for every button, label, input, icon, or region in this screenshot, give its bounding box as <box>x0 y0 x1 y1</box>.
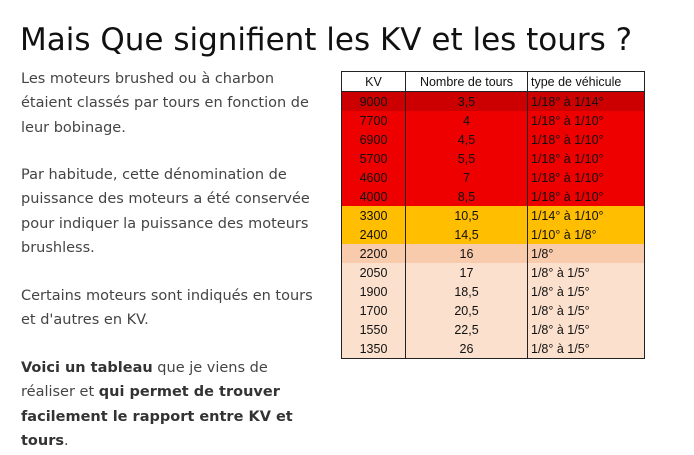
cell-tours: 4,5 <box>406 130 528 149</box>
table-row <box>342 187 645 206</box>
cell-tours: 7 <box>406 168 528 187</box>
bold-text-table: Voici un tableau <box>21 360 153 376</box>
cell-kv: 1900 <box>342 282 406 301</box>
text-period: . <box>64 432 69 449</box>
cell-vehicule: 1/18° à 1/10° <box>528 168 645 187</box>
header-nombre-de-tours: Nombre de tours <box>406 72 528 92</box>
kv-tours-table <box>341 71 645 359</box>
cell-vehicule: 1/18° à 1/10° <box>528 149 645 168</box>
header-kv: KV <box>342 72 406 92</box>
cell-vehicule: 1/8° à 1/5° <box>528 282 645 301</box>
table-row <box>342 206 645 225</box>
table-header-row <box>342 72 645 92</box>
table-row <box>342 339 645 359</box>
table-row <box>342 320 645 339</box>
cell-tours: 4 <box>406 111 528 130</box>
cell-tours: 3,5 <box>406 92 528 112</box>
table-row <box>342 130 645 149</box>
cell-vehicule: 1/8° à 1/5° <box>528 263 645 282</box>
cell-vehicule: 1/18° à 1/10° <box>528 111 645 130</box>
cell-tours: 22,5 <box>406 320 528 339</box>
table-row <box>342 111 645 130</box>
table-row <box>342 263 645 282</box>
cell-kv: 5700 <box>342 149 406 168</box>
cell-kv: 2050 <box>342 263 406 282</box>
cell-tours: 14,5 <box>406 225 528 244</box>
paragraph-table-intro <box>21 356 321 453</box>
cell-kv: 9000 <box>342 92 406 112</box>
header-type-de-vehicule: type de véhicule <box>528 72 645 92</box>
cell-kv: 2400 <box>342 225 406 244</box>
cell-tours: 18,5 <box>406 282 528 301</box>
cell-kv: 7700 <box>342 111 406 130</box>
cell-vehicule: 1/14° à 1/10° <box>528 206 645 225</box>
kv-tours-table-container <box>341 71 644 359</box>
cell-tours: 8,5 <box>406 187 528 206</box>
cell-kv: 6900 <box>342 130 406 149</box>
table-row <box>342 168 645 187</box>
cell-tours: 16 <box>406 244 528 263</box>
cell-kv: 4600 <box>342 168 406 187</box>
table-row <box>342 301 645 320</box>
cell-tours: 5,5 <box>406 149 528 168</box>
page-title: Mais Que signifient les KV et les tours ? <box>20 22 633 58</box>
cell-kv: 1350 <box>342 339 406 359</box>
cell-tours: 10,5 <box>406 206 528 225</box>
cell-tours: 20,5 <box>406 301 528 320</box>
paragraph-denomination: Par habitude, cette dénomination de puissance des moteurs a été conservée pour indiquer la puissance des moteurs brushless. <box>21 167 310 256</box>
paragraph-brushed-motors: Les moteurs brushed ou à charbon étaient classés par tours en fonction de leur bobinage. <box>21 71 309 136</box>
table-row <box>342 244 645 263</box>
cell-kv: 3300 <box>342 206 406 225</box>
cell-kv: 1700 <box>342 301 406 320</box>
cell-vehicule: 1/8° à 1/5° <box>528 301 645 320</box>
table-row <box>342 149 645 168</box>
cell-vehicule: 1/10° à 1/8° <box>528 225 645 244</box>
cell-kv: 1550 <box>342 320 406 339</box>
cell-tours: 26 <box>406 339 528 359</box>
bold-text-rapport: qui permet de trouver facilement le rapport entre KV et tours <box>21 384 293 449</box>
cell-vehicule: 1/8° à 1/5° <box>528 339 645 359</box>
cell-vehicule: 1/8° à 1/5° <box>528 320 645 339</box>
table-row <box>342 225 645 244</box>
text-realiser: que je viens de réaliser et <box>21 360 268 401</box>
table-row <box>342 92 645 112</box>
cell-vehicule: 1/8° <box>528 244 645 263</box>
cell-tours: 17 <box>406 263 528 282</box>
paragraph-tours-kv: Certains moteurs sont indiqués en tours et d'autres en KV. <box>21 288 313 329</box>
cell-kv: 2200 <box>342 244 406 263</box>
table-row <box>342 282 645 301</box>
cell-vehicule: 1/18° à 1/10° <box>528 130 645 149</box>
cell-vehicule: 1/18° à 1/10° <box>528 187 645 206</box>
cell-kv: 4000 <box>342 187 406 206</box>
table-body <box>342 92 645 359</box>
cell-vehicule: 1/18° à 1/14° <box>528 92 645 112</box>
